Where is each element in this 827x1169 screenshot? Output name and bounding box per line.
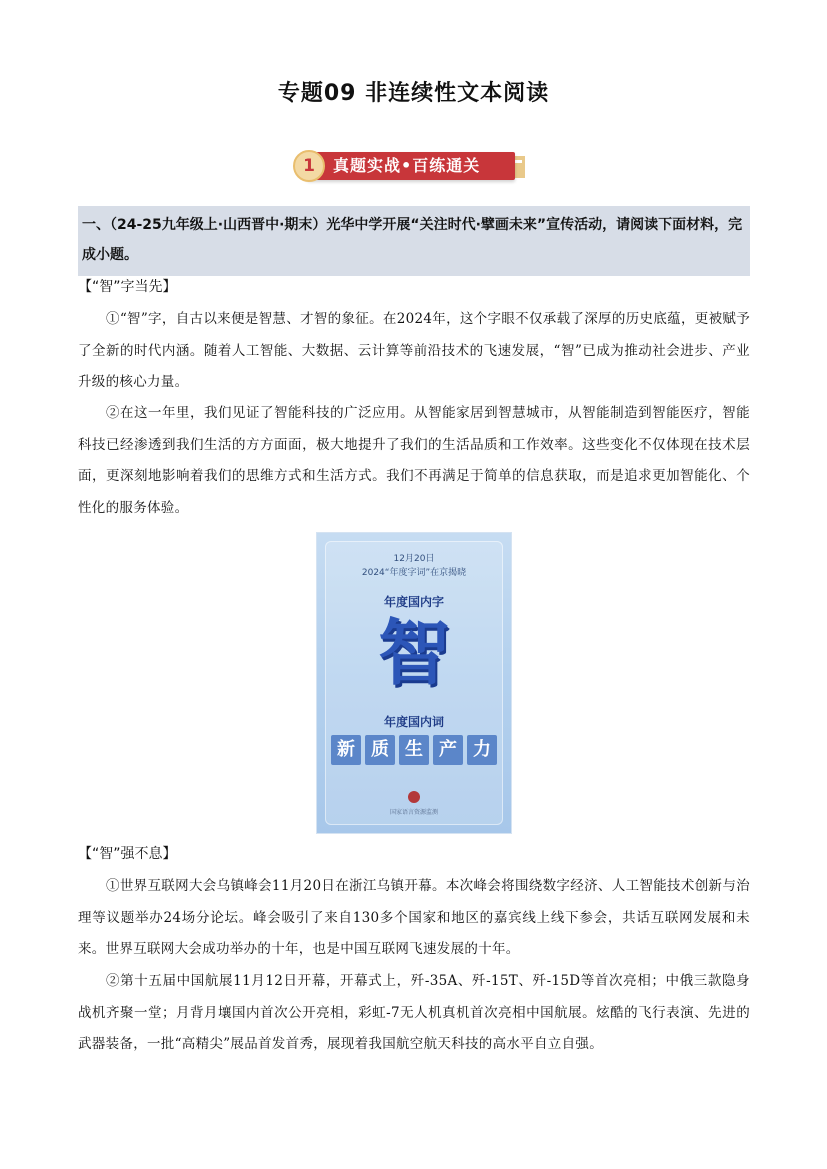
document-title: 专题09 非连续性文本阅读: [277, 81, 550, 106]
paragraph: ②第十五届中国航展11月12日开幕，开幕式上，歼-35A、歼-15T、歼-15D等首次亮相；中俄三款隐身战机齐聚一堂；月背月壤国内首次公开亮相，彩虹-7无人机真机首次亮相中国航展。炫酷的飞行表演、先进的武器装备，一批“高精尖”展品首发首秀，展现着我国航空航天科技的高水平自立自强。: [78, 973, 750, 1052]
annual-word-poster: [317, 533, 511, 833]
paragraph: ①“智”字，自古以来便是智慧、才智的象征。在2024年，这个字眼不仅承载了深厚的历史底蕴，更被赋予了全新的时代内涵。随着人工智能、大数据、云计算等前沿技术的飞速发展，“智”已成为推动社会进步、产业升级的核心力量。: [78, 311, 750, 390]
poster-word-tile: 生: [399, 735, 429, 765]
banner-ribbon-notch: [514, 160, 522, 163]
banner-text: 真题实战•百练通关: [333, 156, 481, 175]
poster-subtitle: 2024“年度字词”在京揭晓: [361, 568, 467, 578]
section-heading-2: 【“智”强不息】: [78, 846, 177, 862]
banner-number-badge: 1: [293, 150, 325, 182]
poster-source: 国家语言资源监测: [389, 809, 438, 816]
poster-seal-icon: [408, 791, 420, 803]
poster-word-tile: 产: [433, 735, 463, 765]
paragraph: ②在这一年里，我们见证了智能科技的广泛应用。从智能家居到智慧城市，从智能制造到智能医疗，智能科技已经渗透到我们生活的方方面面，极大地提升了我们的生活品质和工作效率。这些变化不仅体现在技术层面，更深刻地影响着我们的思维方式和生活方式。我们不再满足于简单的信息获取，而是追求更加智能化、个性化的服务体验。: [78, 405, 750, 516]
poster-main-character: 智: [377, 611, 450, 695]
question-prompt: 一、（24-25九年级上·山西晋中·期末）光华中学开展“关注时代·擘画未来”宣传活动，请阅读下面材料，完成小题。: [78, 206, 750, 276]
poster-word-tile: 力: [467, 735, 497, 765]
poster-word-tile: 质: [365, 735, 395, 765]
section-heading-1: 【“智”字当先】: [78, 279, 177, 295]
poster-word-tile: 新: [331, 735, 361, 765]
poster-word-tiles: [331, 735, 497, 765]
poster-word-label: 年度国内词: [383, 715, 444, 729]
poster-char-label: 年度国内字: [383, 595, 444, 609]
poster-date: 12月20日: [393, 554, 435, 564]
paragraph: ①世界互联网大会乌镇峰会11月20日在浙江乌镇开幕。本次峰会将围绕数字经济、人工智能技术创新与治理等议题举办24场分论坛。峰会吸引了来自130多个国家和地区的嘉宾线上线下参会，共话互联网发展和未来。世界互联网大会成功举办的十年，也是中国互联网飞速发展的十年。: [78, 878, 750, 957]
section-banner: [293, 146, 527, 186]
